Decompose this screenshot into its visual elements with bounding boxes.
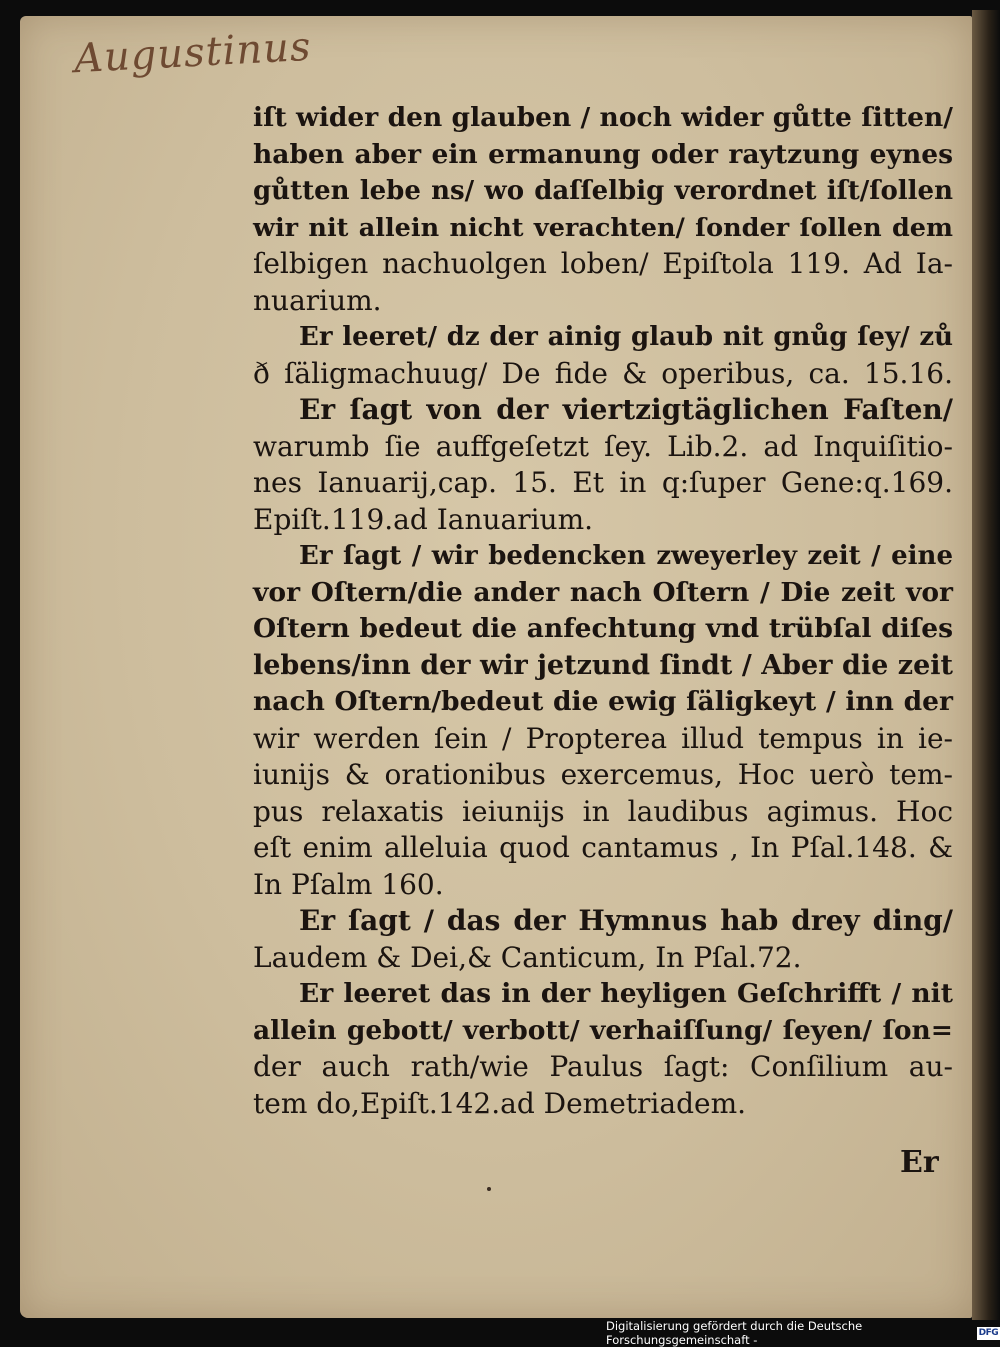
text-line: Er ſagt / wir bedencken zweyerley zeit / eine: [299, 541, 953, 571]
text-line: haben aber ein ermanung oder raytzung eynes: [253, 138, 953, 170]
text-line: Er leeret das in der heyligen Geſchrifft / nit: [299, 978, 953, 1009]
text-line: tem do,Epiſt.142.ad Demetriadem.: [253, 1086, 747, 1120]
text-line: iunijs & orationibus exercemus, Hoc uerò tem-: [253, 758, 953, 791]
catchword: Er: [900, 1145, 939, 1180]
text-line: Er leeret/ dz der ainig glaub nit gnůg ſey/ zů: [299, 322, 953, 352]
text-line: allein gebott/ verbott/ verhaiſſung/ ſeyen/ ſon=: [253, 1014, 953, 1046]
text-line: Er ſagt / das der Hymnus hab drey ding/: [299, 904, 953, 937]
footer-credit-text: Digitalisierung gefördert durch die Deutsche Forschungsgemeinschaft -: [606, 1319, 863, 1347]
text-line: nuarium.: [253, 283, 382, 317]
ink-speck: [487, 1187, 491, 1191]
digitization-footer: [606, 1319, 1000, 1347]
page-edge-shadow: [972, 10, 1000, 1320]
dfg-logo: DFG: [978, 1327, 999, 1338]
text-line: nach Oſtern/bedeut die ewig ſäligkeyt / inn der: [253, 686, 953, 717]
text-line: Er ſagt von der viertzigtäglichen Faſten/: [299, 393, 953, 426]
text-line: ſelbigen nachuolgen loben/ Epiſtola 119. Ad Ia-: [253, 247, 953, 280]
text-line: wir nit allein nicht verachten/ ſonder ſollen dem: [253, 212, 953, 243]
text-line: der auch rath/wie Paulus ſagt: Conſilium au-: [253, 1050, 953, 1083]
page-text-block: [253, 100, 953, 1122]
text-line: pus relaxatis ieiunijs in laudibus agimus. Hoc: [253, 794, 953, 828]
margin-handwritten-note: Augustinus: [72, 23, 313, 83]
text-line: In Pſalm 160.: [253, 867, 444, 901]
text-line: wir werden ſein / Propterea illud tempus in ie-: [253, 721, 953, 755]
text-line: lebens/inn der wir jetzund ſindt / Aber die zeit: [253, 649, 953, 681]
text-line: Epiſt.119.ad Ianuarium.: [253, 502, 594, 536]
text-line: vor Oſtern/die ander nach Oſtern / Die zeit vor: [253, 576, 953, 608]
text-line: nes Ianuarij,cap. 15. Et in q:ſuper Gene:q.169.: [253, 466, 953, 499]
text-line: ð ſäligmachuug/ De fide & operibus, ca. 15.16.: [253, 356, 953, 390]
text-line: iſt wider den glauben / noch wider gůtte ſitten/: [253, 102, 953, 133]
text-line: warumb ſie auffgeſetzt ſey. Lib.2. ad Inquiſitio-: [253, 429, 953, 463]
text-line: Laudem & Dei,& Canticum, In Pſal.72.: [253, 940, 802, 974]
text-line: eſt enim alleluia quod cantamus , In Pſal.148. &: [253, 831, 953, 864]
text-line: gůtten lebe ns/ wo daſſelbig verordnet iſt/ſollen: [253, 176, 953, 206]
text-line: Oſtern bedeut die anfechtung vnd trübſal diſes: [253, 613, 953, 644]
